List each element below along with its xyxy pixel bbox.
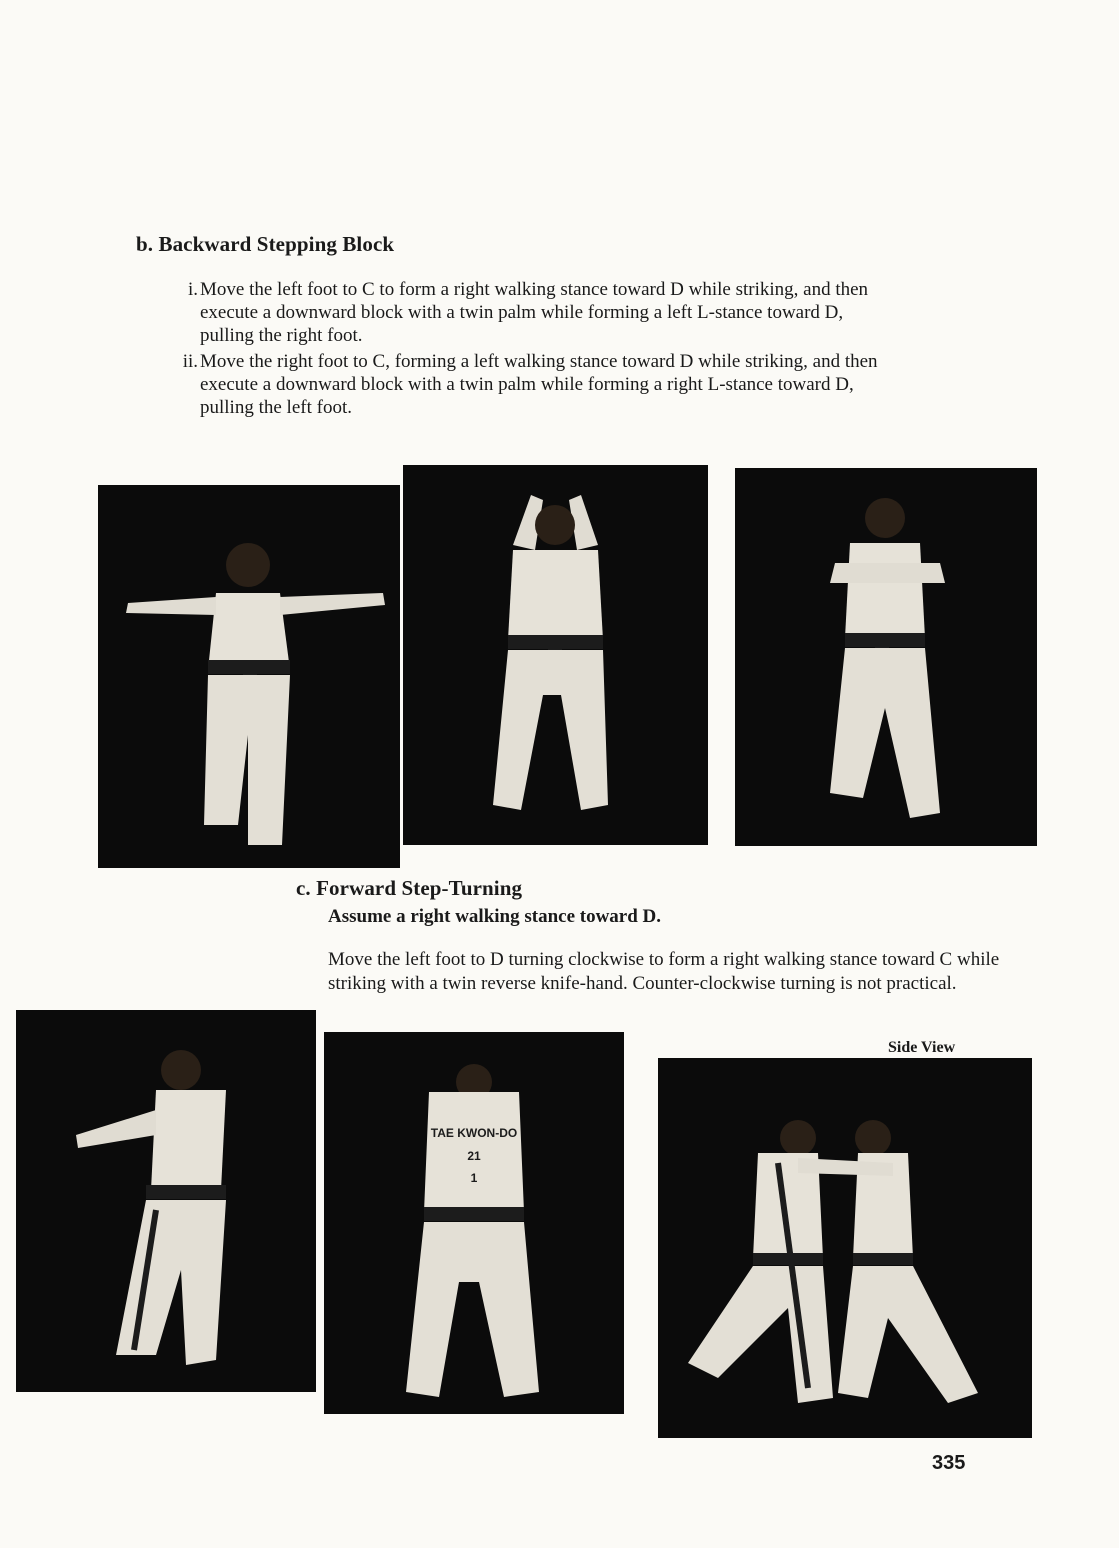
list-item-number: ii. bbox=[182, 351, 198, 372]
list-item bbox=[168, 350, 898, 422]
list-item-number: i. bbox=[187, 279, 198, 300]
photo-front-twin-palm-strike bbox=[98, 485, 400, 868]
section-c-heading: c. Forward Step-Turning bbox=[296, 876, 523, 900]
back-text-line2: 21 bbox=[467, 1149, 481, 1163]
list-item-text: Move the right foot to C, forming a left walking stance toward D while striking, and then execute a downward block with a twin palm while forming a right L-stance toward D, pulling the left foot. bbox=[200, 351, 878, 418]
photo-front-raised-palms bbox=[403, 465, 708, 845]
section-c-subheading: Assume a right walking stance toward D. bbox=[328, 906, 662, 927]
section-c-paragraph: Move the left foot to D turning clockwise to form a right walking stance toward C while striking with a twin reverse knife-hand. Counter-clockwise turning is not practical. bbox=[328, 949, 1000, 994]
list-item-text: Move the left foot to C to form a right walking stance toward D while striking, and then execute a downward block with a twin palm while forming a left L-stance toward D, pulling the right foot. bbox=[200, 279, 869, 346]
list-item bbox=[168, 278, 898, 350]
photo-back-view bbox=[324, 1032, 624, 1414]
back-text-line3: 1 bbox=[470, 1171, 478, 1185]
section-b-heading: b. Backward Stepping Block bbox=[136, 232, 395, 256]
photo-rear-turning bbox=[16, 1010, 316, 1392]
side-view-label: Side View bbox=[888, 1039, 956, 1056]
photo-side-view-pair bbox=[658, 1058, 1032, 1438]
page-number: 335 bbox=[932, 1452, 966, 1474]
photo-front-downward-block bbox=[735, 468, 1037, 846]
back-text-line1: TAE KWON-DO bbox=[430, 1126, 518, 1140]
